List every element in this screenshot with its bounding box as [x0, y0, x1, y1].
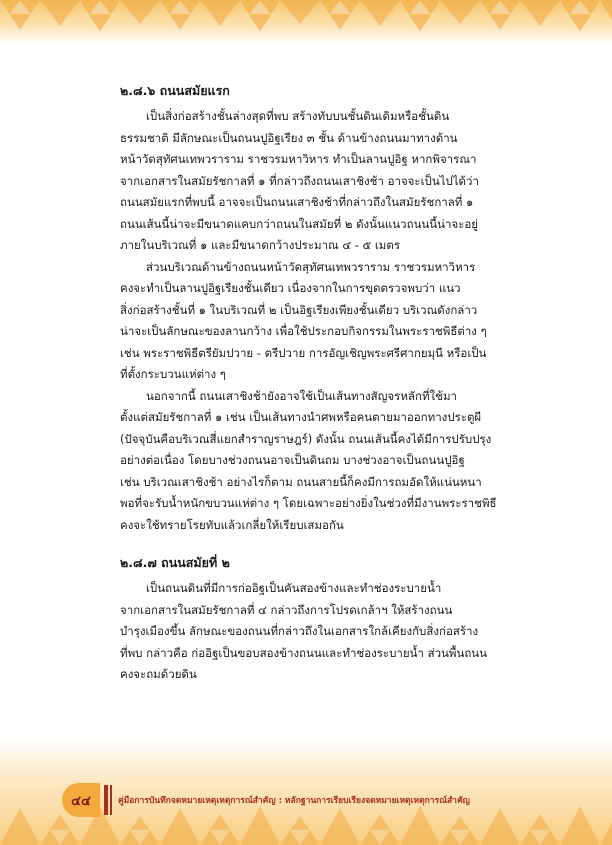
text-line: ถนนเส้นนี้น่าจะมีขนาดแคบกว่าถนนในสมัยที่ ๒ ดังนั้นแนวถนนนี้น่าจะอยู่ [120, 216, 479, 231]
text-line: เป็นถนนดินที่มีการก่ออิฐเป็นคันสองข้างและทำช่องระบายน้ำ [146, 581, 442, 595]
footer-divider [104, 785, 108, 815]
text-line: ที่ตั้งกระบวนแห่ต่าง ๆ [120, 367, 226, 381]
page-number: ๔๔ [62, 783, 100, 817]
top-pattern-graphic [0, 0, 612, 44]
text-line: หน้าวัดสุทัศนเทพวราราม ราชวรมหาวิหาร ทำเป็นลานปูอิฐ หากพิจารณา [120, 152, 477, 166]
text-line: ส่วนบริเวณด้านข้างถนนหน้าวัดสุทัศนเทพวราราม ราชวรมหาวิหาร [146, 259, 476, 274]
footer-divider-thin [110, 785, 112, 815]
text-line: เป็นสิ่งก่อสร้างชั้นล่างสุดที่พบ สร้างทับบนชั้นดินเดิมหรือชั้นดิน [146, 109, 450, 123]
text-line: น่าจะเป็นลักษณะของลานกว้าง เพื่อใช้ประกอบกิจกรรมในพระราชพิธีต่าง ๆ [120, 324, 487, 338]
text-line: ธรรมชาติ มีลักษณะเป็นถนนปูอิฐเรียง ๓ ชั้น ด้านข้างถนนมาทางด้าน [120, 130, 458, 145]
text-line: (ปัจจุบันคือบริเวณสี่แยกสำราญราษฎร์) ดังนั้น ถนนเส้นนี้คงได้มีการปรับปรุง [120, 431, 492, 446]
text-line: สิ่งก่อสร้างชั้นที่ ๑ ในบริเวณที่ ๒ เป็นอิฐเรียงเพียงชั้นเดียว บริเวณดังกล่าว [120, 302, 478, 317]
text-line: คงจะทำเป็นลานปูอิฐเรียงชั้นเดียว เนื่องจากในการขุดตรวจพบว่า แนว [120, 281, 461, 295]
text-line: อย่างต่อเนื่อง โดยบางช่วงถนนอาจเป็นดินถม บางช่วงอาจเป็นถนนปูอิฐ [120, 453, 465, 467]
text-line: นอกจากนี้ ถนนเสาชิงช้ายังอาจใช้เป็นเส้นทางสัญจรหลักที่ใช้มา [146, 388, 457, 403]
text-line: คงจะใช้ทรายโรยทับแล้วเกลี่ยให้เรียบเสมอกัน [120, 517, 344, 532]
text-line: จากเอกสารในสมัยรัชกาลที่ ๔ กล่าวถึงการโปรดเกล้าฯ ให้สร้างถนน [120, 602, 453, 617]
footer-title: คู่มือการบันทึกจดหมายเหตุเหตุการณ์สำคัญ : หลักฐานการเรียบเรียงจดหมายเหตุเหตุการณ์สำคัญ [118, 796, 470, 806]
text-line: บำรุงเมืองขึ้น ลักษณะของถนนที่กล่าวถึงในเอกสารใกล้เคียงกับสิ่งก่อสร้าง [120, 624, 479, 638]
text-line: ถนนสมัยแรกที่พบนี้ อาจจะเป็นถนนเสาชิงช้าที่กล่าวถึงในสมัยรัชกาลที่ ๑ [120, 195, 474, 209]
paragraph-second-road-1 [120, 578, 510, 686]
paragraph-first-road-1 [120, 106, 510, 257]
text-line: พอที่จะรับน้ำหนักขบวนแห่ต่าง ๆ โดยเฉพาะอย่างยิ่งในช่วงที่มีงานพระราชพิธี [120, 496, 497, 510]
paragraph-first-road-3 [120, 386, 510, 537]
section-heading-second-road: ๒.๘.๗ ถนนสมัยที่ ๒ [120, 555, 230, 570]
text-line: เช่น บริเวณเสาชิงช้า อย่างไรก็ตาม ถนนสายนี้ก็คงมีการถมอัดให้แน่นหนา [120, 474, 482, 489]
text-line: ตั้งแต่สมัยรัชกาลที่ ๑ เช่น เป็นเส้นทางนำศพหรือคนตายมาออกทางประตูผี [120, 410, 482, 424]
text-line: ภายในบริเวณที่ ๑ และมีขนาดกว้างประมาณ ๔ - ๕ เมตร [120, 238, 401, 252]
section-heading-first-road: ๒.๘.๖ ถนนสมัยแรก [120, 83, 230, 98]
paragraph-first-road-2 [120, 257, 510, 386]
text-line: คงจะถมด้วยดิน [120, 667, 197, 681]
text-line: ที่พบ กล่าวคือ ก่ออิฐเป็นขอบสองข้างถนนและทำช่องระบายน้ำ ส่วนพื้นถนน [120, 645, 488, 660]
text-line: จากเอกสารในสมัยรัชกาลที่ ๑ ที่กล่าวถึงถนนเสาชิงช้า อาจจะเป็นไปได้ว่า [120, 173, 479, 188]
top-decorative-band [0, 0, 612, 44]
text-line: เช่น พระราชพิธีตรียัมปวาย - ตรีปวาย การอัญเชิญพระศรีศากยมุนี หรือเป็น [120, 345, 487, 360]
page-content [120, 80, 510, 686]
page-footer [62, 783, 562, 817]
